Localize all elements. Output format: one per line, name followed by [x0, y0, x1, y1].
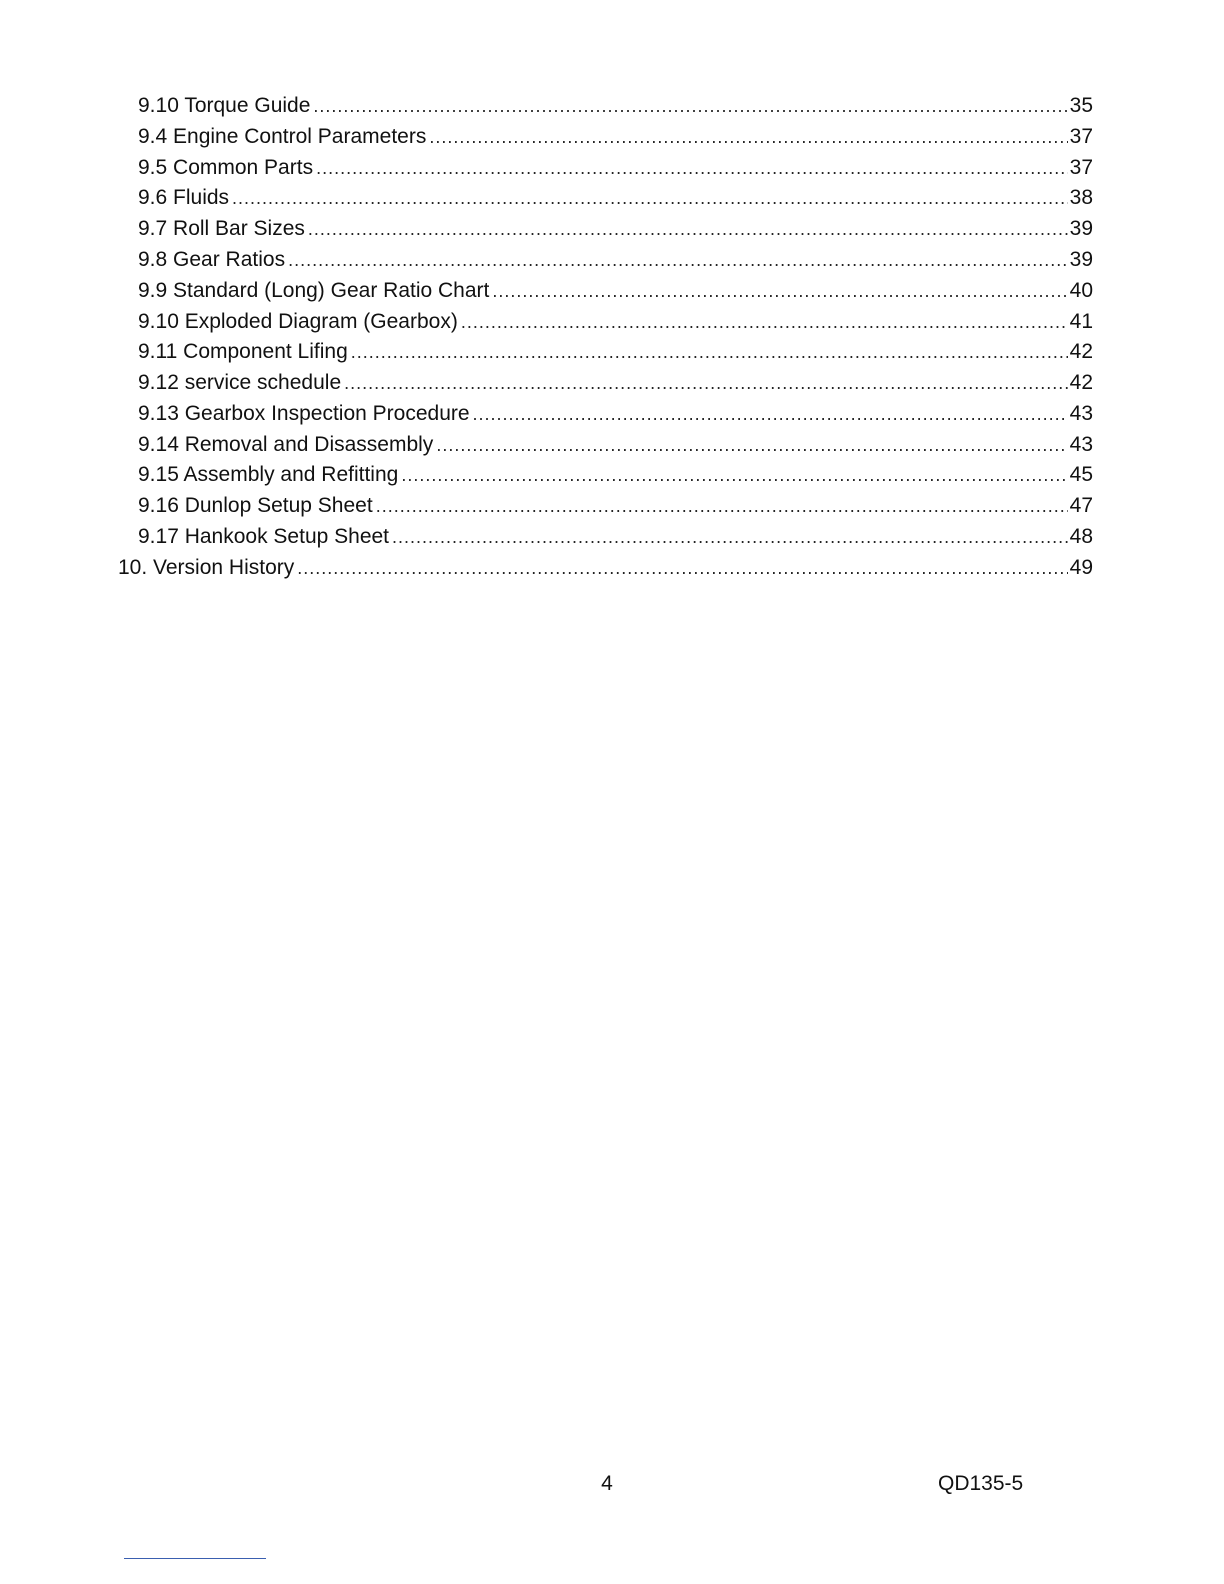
toc-entry-title: 9.10 Exploded Diagram (Gearbox): [138, 306, 461, 337]
footer-page-number: 4: [601, 1472, 613, 1495]
toc-dot-leader: [297, 553, 1067, 583]
toc-entry-title: 9.17 Hankook Setup Sheet: [138, 521, 392, 552]
toc-entry-page: 45: [1068, 459, 1093, 490]
toc-dot-leader: [392, 522, 1068, 552]
toc-dot-leader: [308, 214, 1068, 244]
toc-entry-title: 9.13 Gearbox Inspection Procedure: [138, 398, 473, 429]
toc-entry-page: 42: [1068, 336, 1093, 367]
toc-entry-page: 39: [1068, 213, 1093, 244]
footer-document-id: QD135-5: [938, 1472, 1024, 1495]
toc-entry-page: 41: [1068, 306, 1093, 337]
toc-entry[interactable]: [138, 90, 1093, 121]
toc-dot-leader: [376, 491, 1068, 521]
toc-entry[interactable]: [138, 459, 1093, 490]
toc-entry-title: 9.5 Common Parts: [138, 152, 316, 183]
toc-entry-page: 37: [1068, 152, 1093, 183]
toc-entry-title: 9.6 Fluids: [138, 182, 232, 213]
toc-entry-page: 40: [1068, 275, 1093, 306]
toc-dot-leader: [232, 183, 1068, 213]
toc-dot-leader: [316, 153, 1068, 183]
toc-dot-leader: [344, 368, 1068, 398]
toc-entry-page: 37: [1068, 121, 1093, 152]
toc-dot-leader: [473, 399, 1068, 429]
toc-dot-leader: [401, 460, 1067, 490]
toc-entry[interactable]: [138, 152, 1093, 183]
toc-dot-leader: [288, 245, 1068, 275]
toc-entry[interactable]: [118, 552, 1093, 583]
toc-entry-title: 9.4 Engine Control Parameters: [138, 121, 429, 152]
toc-entry-title: 9.7 Roll Bar Sizes: [138, 213, 308, 244]
toc-dot-leader: [436, 430, 1067, 460]
toc-entry-title: 9.11 Component Lifing: [138, 336, 351, 367]
toc-entry[interactable]: [138, 244, 1093, 275]
toc-entry-title: 9.16 Dunlop Setup Sheet: [138, 490, 376, 521]
toc-entry[interactable]: [138, 398, 1093, 429]
toc-entry[interactable]: [138, 429, 1093, 460]
toc-dot-leader: [429, 122, 1067, 152]
toc-entry-title: 9.10 Torque Guide: [138, 90, 313, 121]
toc-entry[interactable]: [138, 275, 1093, 306]
toc-entry-title: 9.14 Removal and Disassembly: [138, 429, 436, 460]
toc-dot-leader: [313, 91, 1067, 121]
toc-entry-page: 42: [1068, 367, 1093, 398]
toc-entry-page: 43: [1068, 429, 1093, 460]
toc-dot-leader: [461, 307, 1068, 337]
toc-entry-title: 10. Version History: [118, 552, 297, 583]
toc-entry[interactable]: [138, 367, 1093, 398]
toc-entry-page: 47: [1068, 490, 1093, 521]
toc-entry-page: 35: [1068, 90, 1093, 121]
toc-dot-leader: [492, 276, 1067, 306]
toc-entry-title: 9.9 Standard (Long) Gear Ratio Chart: [138, 275, 492, 306]
toc-entry-title: 9.12 service schedule: [138, 367, 344, 398]
toc-entry[interactable]: [138, 182, 1093, 213]
toc-entry[interactable]: [138, 490, 1093, 521]
toc-entry-page: 38: [1068, 182, 1093, 213]
toc-entry[interactable]: [138, 336, 1093, 367]
toc-entry-page: 48: [1068, 521, 1093, 552]
toc-entry-page: 43: [1068, 398, 1093, 429]
toc-entry-page: 49: [1068, 552, 1093, 583]
toc-entry-title: 9.8 Gear Ratios: [138, 244, 288, 275]
toc-entry[interactable]: [138, 521, 1093, 552]
toc-entry-page: 39: [1068, 244, 1093, 275]
toc-entry[interactable]: [138, 121, 1093, 152]
toc-entry[interactable]: [138, 306, 1093, 337]
footnote-separator: [124, 1558, 266, 1559]
toc-entry-title: 9.15 Assembly and Refitting: [138, 459, 401, 490]
toc-dot-leader: [351, 337, 1068, 367]
toc-entry[interactable]: [138, 213, 1093, 244]
